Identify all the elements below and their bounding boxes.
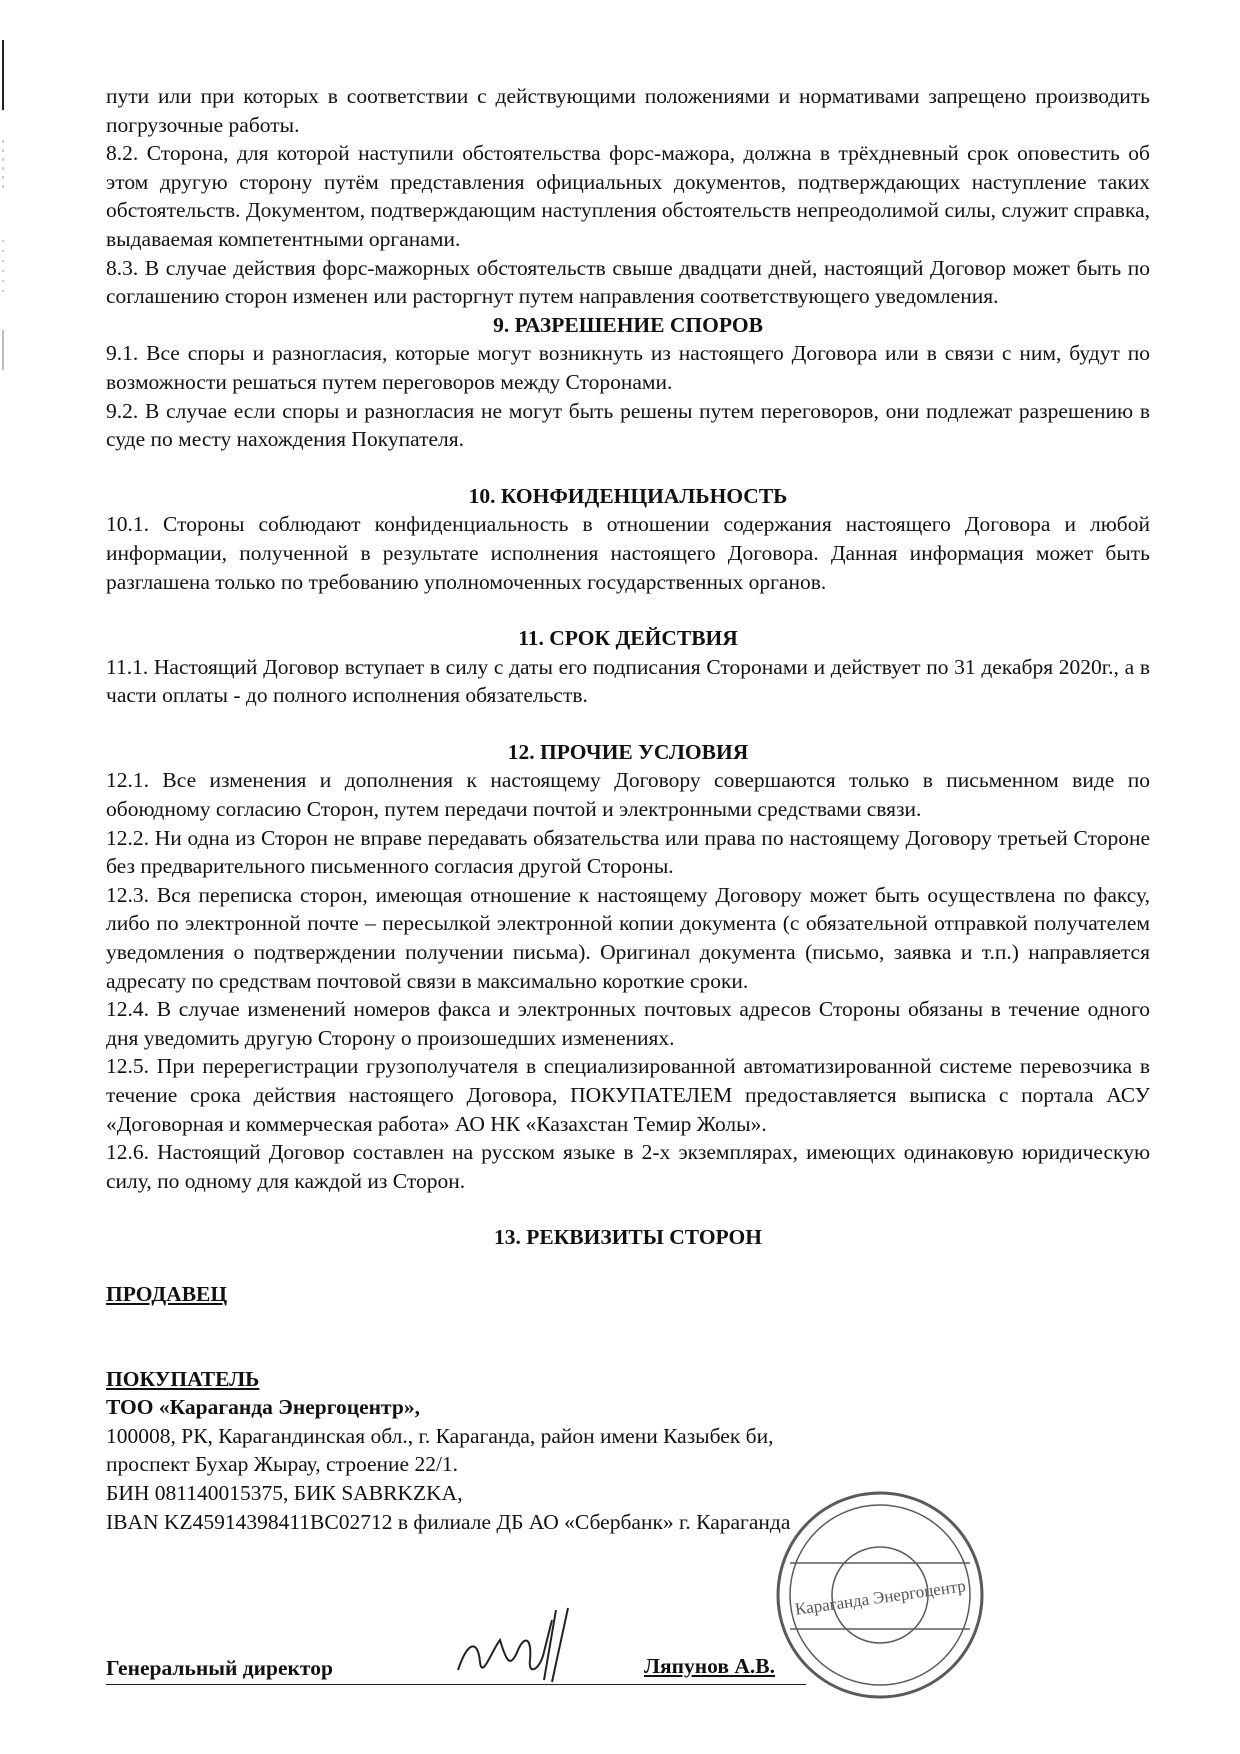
spacer [106, 596, 1150, 624]
spacer [106, 1195, 1150, 1223]
signatory-title: Генеральный директор [106, 1656, 333, 1680]
spacer [106, 710, 1150, 738]
paragraph-12-5: 12.5. При перерегистрации грузополучателя в специализированной автоматизированной системе перевозчика в течение срока действия настоящего Договора, ПОКУПАТЕЛЕМ предоставляется выписка с портала АСУ «Договорная и коммерческая работа» АО НК «Казахстан Темир Жолы». [106, 1054, 1150, 1136]
paragraph-8-3: 8.3. В случае действия форс-мажорных обстоятельств свыше двадцати дней, настоящий Договор может быть по соглашению сторон изменен или расторгнут путем направления соответствующего уведомления. [106, 255, 1150, 309]
seal-center-text: Караганда Энергоцентр [793, 1576, 967, 1619]
buyer-requisites [106, 1365, 1150, 1537]
spacer [106, 1252, 1150, 1280]
buyer-iban-line: IBAN KZ45914398411BC02712 в филиале ДБ АО «Сбербанк» г. Караганда [106, 1509, 791, 1534]
section-9-heading: 9. РАЗРЕШЕНИЕ СПОРОВ [493, 312, 763, 337]
paragraph-8-2: 8.2. Сторона, для которой наступили обстоятельства форс-мажора, должна в трёхдневный срок оповестить об этом другую сторону путём представления официальных документов, подтверждающих наступление таких обстоятельств. Документом, подтверждающим наступления обстоятельств непреодолимой силы, служит справка, выдаваемая компетентными органами. [106, 141, 1150, 251]
scan-edge-artifact [0, 40, 10, 370]
spacer [106, 454, 1150, 482]
spacer [106, 1309, 1150, 1337]
handwritten-signature [448, 1600, 598, 1690]
buyer-street-line: проспект Бухар Жырау, строение 22/1. [106, 1452, 459, 1477]
section-11-heading: 11. СРОК ДЕЙСТВИЯ [518, 626, 738, 651]
signatory-name: Ляпунов А.В. [644, 1654, 775, 1678]
paragraph-11-1: 11.1. Настоящий Договор вступает в силу с даты его подписания Сторонами и действует по 31 декабря 2020г., а в части оплаты - до полного исполнения обязательств. [106, 654, 1150, 708]
paragraph-8-1-tail: пути или при которых в соответствии с действующими положениями и нормативами запрещено производить погрузочные работы. [106, 84, 1150, 137]
buyer-address-line: 100008, РК, Карагандинская обл., г. Караганда, район имени Казыбек би, [106, 1423, 774, 1448]
section-13-heading: 13. РЕКВИЗИТЫ СТОРОН [493, 1225, 763, 1250]
section-10-heading: 10. КОНФИДЕНЦИАЛЬНОСТЬ [468, 483, 788, 508]
buyer-name: ТОО «Караганда Энергоцентр», [106, 1395, 420, 1420]
buyer-label: ПОКУПАТЕЛЬ [106, 1366, 260, 1391]
paragraph-9-1: 9.1. Все споры и разногласия, которые могут возникнуть из настоящего Договора или в связи с ним, будут по возможности решаться путем переговоров между Сторонами. [106, 341, 1150, 394]
paragraph-12-1: 12.1. Все изменения и дополнения к настоящему Договору совершаются только в письменном виде по обоюдному согласию Сторон, путем передачи почтой и электронными средствами связи. [106, 768, 1150, 822]
paragraph-12-3: 12.3. Вся переписка сторон, имеющая отношение к настоящему Договору может быть осуществлена по факсу, либо по электронной почте – пересылкой электронной копии документа (с обязательной отправкой получателем уведомления о подтверждении получении письма). Оригинал документа (письмо, заявка и т.п.) направляется адресату по средствам почтовой связи в максимально короткие сроки. [106, 882, 1150, 993]
spacer [106, 1337, 1150, 1365]
paragraph-12-4: 12.4. В случае изменений номеров факса и электронных почтовых адресов Стороны обязаны в течение одного дня уведомить другую Сторону о произошедших изменениях. [106, 997, 1150, 1050]
paragraph-9-2: 9.2. В случае если споры и разногласия не могут быть решены путем переговоров, они подлежат разрешению в суде по месту нахождения Покупателя. [106, 398, 1150, 452]
section-12-heading: 12. ПРОЧИЕ УСЛОВИЯ [507, 739, 749, 764]
seller-label: ПРОДАВЕЦ [106, 1281, 228, 1306]
buyer-bin-line: БИН 081140015375, БИК SABRKZKA, [106, 1480, 463, 1505]
paragraph-12-2: 12.2. Ни одна из Сторон не вправе передавать обязательства или права по настоящему Договору третьей Стороне без предварительного письменного согласия другой Стороны. [106, 825, 1150, 879]
paragraph-12-6: 12.6. Настоящий Договор составлен на русском языке в 2-х экземплярах, имеющих одинаковую юридическую силу, по одному для каждой из Сторон. [106, 1140, 1150, 1193]
company-seal [770, 1485, 990, 1705]
signature-row [106, 1650, 1150, 1690]
paragraph-10-1: 10.1. Стороны соблюдают конфиденциальность в отношении содержания настоящего Договора и любой информации, полученной в результате исполнения настоящего Договора. Данная информация может быть разглашена только по требованию уполномоченных государственных органов. [106, 512, 1150, 594]
document-body [106, 82, 1150, 1536]
